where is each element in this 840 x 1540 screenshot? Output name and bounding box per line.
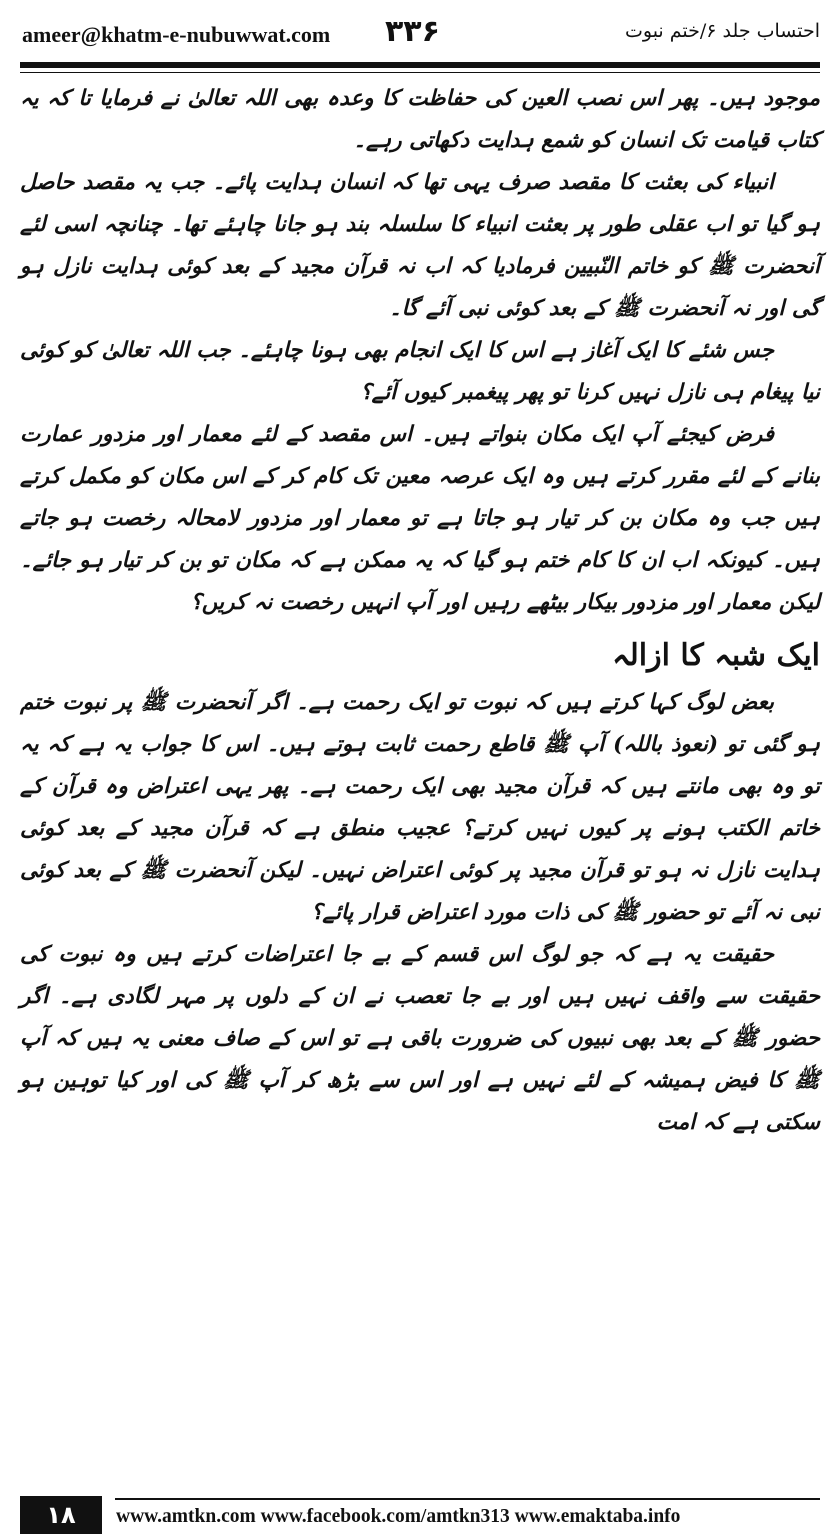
paragraph-4: فرض کیجئے آپ ایک مکان بنواتے ہیں۔ اس مقصد کے لئے معمار اور مزدور عمارت بنانے کے لئے مقرر کرتے ہیں وہ ایک عرصہ معین تک کام کر کے اس مکان کو مکمل کرتے ہیں جب وہ مکان بن کر تیار ہو جاتا ہے تو معمار اور مزدور لامحالہ رخصت ہو جاتے ہیں۔ کیونکہ اب ان کا کام ختم ہو گیا کہ یہ ممکن ہے کہ مکان تو بن کر تیار ہو جائے۔ لیکن معمار اور مزدور بیکار بیٹھے رہیں اور آپ انہیں رخصت نہ کریں؟ bbox=[20, 422, 820, 615]
header-rule-thin bbox=[20, 72, 820, 73]
paragraph-1: موجود ہیں۔ پھر اس نصب العین کی حفاظت کا وعدہ بھی اللہ تعالیٰ نے فرمایا تا کہ یہ کتاب قیامت تک انسان کو شمع ہدایت دکھاتی رہے۔ bbox=[20, 86, 820, 153]
footer-page-number: ۱۸ bbox=[20, 1496, 102, 1534]
page-number: ۳۳۶ bbox=[385, 14, 440, 49]
page-footer bbox=[20, 1494, 820, 1534]
paragraph-5: بعض لوگ کہا کرتے ہیں کہ نبوت تو ایک رحمت ہے۔ اگر آنحضرت ﷺ پر نبوت ختم ہو گئی تو (نعوذ باللہ) آپ ﷺ قاطع رحمت ثابت ہوتے ہیں۔ اس کا جواب یہ ہے کہ یہ تو وہ بھی مانتے ہیں کہ قرآن مجید بھی ایک رحمت ہے۔ پھر یہی اعتراض وہ قرآن کے خاتم الکتب ہونے پر کیوں نہیں کرتے؟ عجیب منطق ہے کہ قرآن مجید کے بعد کوئی ہدایت نازل نہ ہو تو قرآن مجید پر کوئی اعتراض نہیں۔ لیکن آنحضرت ﷺ کے بعد کوئی نبی نہ آئے تو حضور ﷺ کی ذات مورد اعتراض قرار پائے؟ bbox=[20, 690, 820, 925]
footer-rule bbox=[115, 1498, 820, 1500]
paragraph-3: جس شئے کا ایک آغاز ہے اس کا ایک انجام بھی ہونا چاہئے۔ جب اللہ تعالیٰ کو کوئی نیا پیغام ہی نازل نہیں کرنا تو پھر پیغمبر کیوں آئے؟ bbox=[20, 338, 820, 405]
footer-urls: www.amtkn.com www.facebook.com/amtkn313 www.emaktaba.info bbox=[116, 1506, 681, 1527]
paragraph-2: انبیاء کی بعثت کا مقصد صرف یہی تھا کہ انسان ہدایت پائے۔ جب یہ مقصد حاصل ہو گیا تو اب عقلی طور پر بعثت انبیاء کا سلسلہ بند ہو جانا چاہئے تھا۔ چنانچہ اسی لئے آنحضرت ﷺ کو خاتم النّبیین فرمادیا کہ اب نہ قرآن مجید کے بعد کوئی ہدایت نازل ہو گی اور نہ آنحضرت ﷺ کے بعد کوئی نبی آئے گا۔ bbox=[20, 170, 820, 321]
section-heading: ایک شبہ کا ازالہ bbox=[612, 638, 820, 673]
header-rule-thick bbox=[20, 62, 820, 68]
page-header bbox=[0, 0, 840, 62]
paragraph-6: حقیقت یہ ہے کہ جو لوگ اس قسم کے بے جا اعتراضات کرتے ہیں وہ نبوت کی حقیقت سے واقف نہیں ہیں اور بے جا تعصب نے ان کے دلوں پر مہر لگادی ہے۔ اگر حضور ﷺ کے بعد بھی نبیوں کی ضرورت باقی ہے تو اس کے صاف معنی یہ ہیں کہ آپ ﷺ کا فیض ہمیشہ کے لئے نہیں ہے اور اس سے بڑھ کر آپ ﷺ کی اور کیا توہین ہو سکتی ہے کہ امت bbox=[20, 942, 820, 1135]
email-address: ameer@khatm-e-nubuwwat.com bbox=[22, 22, 331, 47]
article-body bbox=[20, 78, 820, 1144]
book-title: احتساب جلد ۶/ختم نبوت bbox=[625, 20, 820, 42]
